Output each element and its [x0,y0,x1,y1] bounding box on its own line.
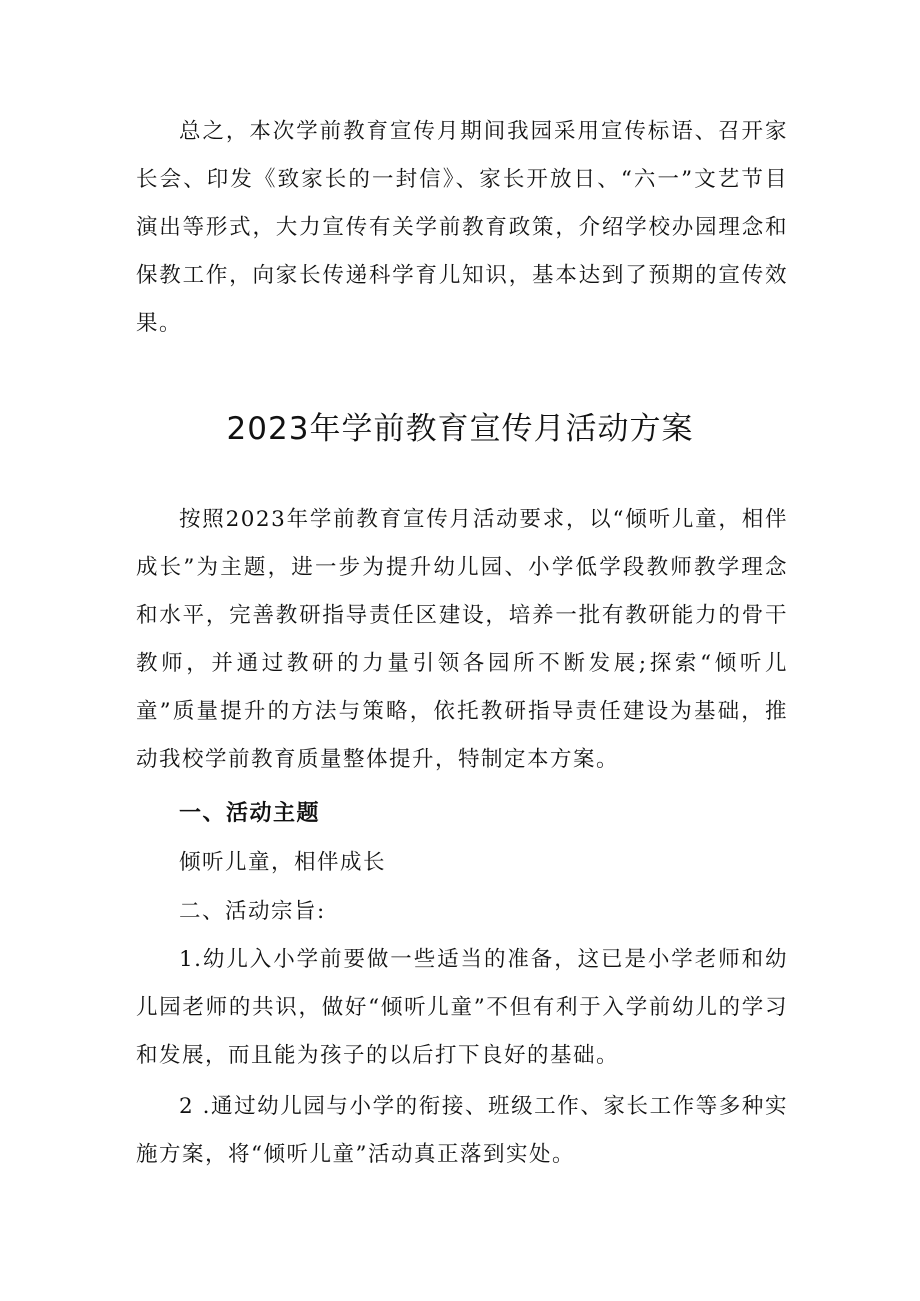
purpose-item-2: 2 .通过幼儿园与小学的衔接、班级工作、家长工作等多种实施方案，将“倾听儿童”活动真正落到实处。 [136,1094,788,1167]
theme-heading: 一、活动主题 [179,801,321,826]
closing-paragraph: 总之，本次学前教育宣传月期间我园采用宣传标语、召开家长会、印发《致家长的一封信》、家长开放日、“六一”文艺节目演出等形式，大力宣传有关学前教育政策，介绍学校办园理念和保教工作，向家长传递科学育儿知识，基本达到了预期的宣传效果。 [136,119,788,336]
theme-text: 倾听儿童，相伴成长 [179,850,387,875]
purpose-heading: 二、活动宗旨: [179,899,326,924]
document-title: 2023年学前教育宣传月活动方案 [226,411,694,447]
intro-paragraph: 按照2023年学前教育宣传月活动要求，以“倾听儿童，相伴成长”为主题，进一步为提升幼儿园、小学低学段教师教学理念和水平，完善教研指导责任区建设，培养一批有教研能力的骨干教师，并通过教研的力量引领各园所不断发展;探索“倾听儿童”质量提升的方法与策略，依托教研指导责任建设为基础，推动我校学前教育质量整体提升，特制定本方案。 [136,507,788,772]
purpose-item-1: 1.幼儿入小学前要做一些适当的准备，这已是小学老师和幼儿园老师的共识，做好“倾听儿童”不但有利于入学前幼儿的学习和发展，而且能为孩子的以后打下良好的基础。 [136,947,788,1068]
